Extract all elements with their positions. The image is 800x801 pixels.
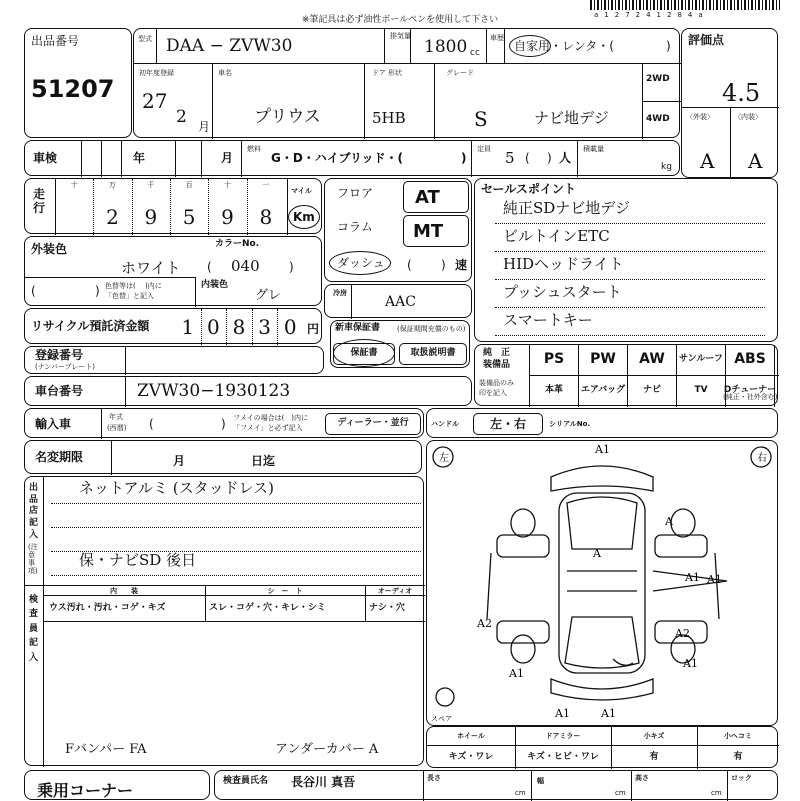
color-name: ホワイト [121,259,181,277]
chassis-number: ZVW30−1930123 [137,381,291,401]
score-box [681,28,778,178]
shift-box: フロア コラム ダッシュ AT MT ( ) 速 [324,178,472,282]
damage-mark: A1 [683,657,698,670]
equipment-item: ナビ [642,385,661,396]
load-label: 積載量 [583,145,604,153]
recycle-digit: 1 [181,315,195,339]
interior-score-label: 〈内装〉 [734,113,762,121]
inspector-name: 長谷川 真吾 [291,775,356,789]
inspection-label: 車検 [33,151,58,165]
car-diagram [427,441,779,727]
damage-diagram-box [426,440,778,726]
wheel-options: キズ・ワレ [448,752,494,762]
fuel-options: G・D・ハイブリッド・( [271,151,403,165]
equipment-item: エアバッグ [580,385,626,396]
doors-value: 5HB [372,109,406,127]
drive-4wd: 4WD [646,114,670,124]
audio-options: ナシ・穴 [369,603,405,613]
mirror-options: キズ・ヒビ・ワレ [527,752,599,762]
damage-mark: A [665,515,673,528]
odometer-digit-head: 一 [262,181,270,189]
mileage-box: 走行 十 万 2 千 9 百 5 十 9 一 8 マイル Km [24,178,322,234]
sales-point: プッシュスタート [503,283,622,301]
equipment-item: サンルーフ [679,354,723,365]
equipment-item: ABS [734,351,766,368]
interior-options: ウス汚れ・汚れ・コゲ・キズ [49,603,166,613]
corner-label: 乗用コーナー [37,781,134,800]
odometer-digit-head: 百 [185,181,193,189]
diagram-right: 右 [757,453,767,464]
small-scratch-present: 有 [649,752,659,762]
import-box: 輸入車 年式 (西暦) ( ) フメイの場合は( )内に 「フメイ」と必ず記入 ディーラー・並行 [24,408,424,438]
recycle-digits [175,309,303,345]
equipment-item: 本革 [544,385,563,396]
damage-mark: A1 [555,707,570,720]
equipment-item: PS [543,351,565,368]
damage-marks [476,443,722,720]
check-label: 検査員記入 [29,595,39,663]
history-options: 自家用・レンタ・( [514,39,614,53]
ac-value: AAC [385,294,416,310]
history-circle [509,35,551,57]
notes-label: 出品店記入 [29,483,39,540]
first-reg-year: 27 [142,89,168,113]
damage-mark: A1 [707,573,722,586]
handle-side: 左・右 [473,413,543,435]
recycle-digit: 3 [258,315,271,339]
ac-label: 冷房 [333,289,347,297]
exterior-score-label: 〈外装〉 [686,113,714,121]
inspector-row: 検査員氏名 長谷川 真吾 長さ cm 幅 cm 高さ cm ロック [214,770,778,800]
type-label: 型式 [138,35,152,43]
damage-mark: A1 [601,707,616,720]
sales-point: ビルトインETC [503,227,610,245]
km-unit: Km [293,210,315,224]
memo-front-bumper: Fバンパー FA [65,742,147,757]
type-value: DAA − ZVW30 [166,36,293,56]
equipment-item: PW [590,351,616,368]
equipment-box: 純 正 装備品 装備品のみ 印を記入 PS PW AW サンルーフ ABS 本革 エアバッグ ナビ TV Dチューナー (純正・社外含む) [474,344,778,406]
odometer-digit: 8 [259,205,273,229]
recycle-label: リサイクル預託済金額 [31,319,150,333]
vehicle-info-box: 型式 DAA − ZVW30 排気量 1800 cc 車歴 自家用・レンタ・( ) 初年度登録 27 2 月 車名 プリウス ドア 形状 5HB グレード S ナビ地デジ 2WD 4WD [133,28,680,138]
barcode-number: a127241284a [594,11,709,19]
warranty-label: 新車保証書 [335,323,381,333]
sales-point: HIDヘッドライト [503,255,624,273]
barcode [590,0,780,10]
odometer-digit-head: 十 [223,181,231,189]
registration-label: 登録番号 [35,348,84,362]
color-label: 外装色 [31,242,68,256]
shift-dash: ダッシュ [337,256,385,270]
car-name-value: プリウス [254,107,321,127]
shift-floor: フロア [337,186,374,200]
odometer-digit: 9 [221,205,234,229]
odometer-digit: 9 [144,205,158,229]
name-change-box: 名変期限 月 日迄 [24,440,422,474]
equipment-subnote: (純正・社外含む) [723,393,778,401]
notes-check-box: 出品店記入 (注意事項) ネットアルミ (スタッドレス) 保・ナビSD 後日 検査員記入 内 装 シ ー ト オーディオ ウス汚れ・汚れ・コゲ・キズ スレ・コゲ・穴・キレ・シミ ナシ・穴 Fバンパー FA アンダーカバー A [24,476,424,766]
dealer-parallel: ディーラー・並行 [325,413,421,435]
transmission-at: AT [415,187,440,208]
warranty-doc: 保証書 [333,343,395,365]
interior-color: グレ [255,288,282,303]
odometer-digit-head: 十 [70,181,78,189]
drive-2wd: 2WD [646,74,670,84]
grade-label: グレード [446,69,474,77]
odometer [55,179,285,235]
mileage-label: 走行 [33,187,46,216]
sales-points-box [474,178,778,342]
seat-options: スレ・コゲ・穴・キレ・シミ [209,603,326,613]
grade-value: S [474,107,488,131]
note-line: 保・ナビSD 後日 [79,551,197,569]
registration-box: 登録番号 (ナンバープレート) [24,346,324,374]
transmission-mt: MT [413,221,444,242]
color-box: 外装色 カラーNo. ホワイト 040 ( ) ( ) 色替等は( )内に 「色替」と記入 内装色 グレ [24,236,322,306]
import-label: 輸入車 [35,417,72,431]
small-dent-present: 有 [733,752,743,762]
memo-under-cover: アンダーカバー A [275,742,379,757]
sales-point: 純正SDナビ地デジ [503,199,631,217]
note-line: ネットアルミ (スタッドレス) [79,479,274,497]
damage-mark: A [593,547,601,560]
odometer-digit: 2 [106,205,119,229]
displacement-unit: cc [470,48,480,58]
warranty-box: 新車保証書 (保証期間充償のもの) 保証書 取扱説明書 [330,320,470,368]
recycle-digit: 0 [283,315,297,339]
odometer-digit-head: 千 [147,181,155,189]
name-change-label: 名変期限 [35,450,84,464]
sales-points-label: セールスポイント [481,182,576,196]
lot-number-box [24,28,132,138]
capacity-label: 定員 [477,145,491,153]
exterior-score: A [700,149,715,173]
car-name-label: 車名 [218,69,232,77]
diagram-spare: スペア [431,715,452,723]
recycle-digit: 0 [207,315,220,339]
interior-color-label: 内装色 [201,280,229,290]
odometer-digit-head: 万 [108,181,116,189]
color-no-label: カラーNo. [215,239,260,249]
history-label: 車歴 [490,34,504,42]
displacement-value: 1800 [424,37,468,57]
damage-mark: A2 [675,627,690,640]
equipment-item: AW [639,351,665,368]
interior-score: A [748,149,763,173]
grade-extra: ナビ地デジ [534,109,609,127]
recycle-box: リサイクル預託済金額 1 0 8 3 0 円 [24,308,322,344]
overall-score: 4.5 [722,79,761,107]
lot-number: 51207 [31,75,115,103]
chassis-box [24,376,472,406]
wheel-mirror-box: ホイール ドアミラー 小キズ 小ヘコミ キズ・ワレ キズ・ヒビ・ワレ 有 有 [426,726,778,768]
equipment-item: Dチューナー [723,385,777,396]
inspection-row: 車検 年 月 燃料 G・D・ハイブリッド・( ) 定員 5 ( ) 人 積載量 kg [24,140,680,176]
manual-doc: 取扱説明書 [399,343,467,365]
first-reg-label: 初年度登録 [139,69,174,77]
ac-box [324,284,472,318]
displacement-label: 排気量 [390,32,411,40]
diagram-left: 左 [439,453,449,464]
damage-mark: A1 [685,571,700,584]
first-reg-month-value: 2 [176,107,187,127]
damage-mark: A2 [477,617,492,630]
equipment-item: TV [694,385,708,396]
fuel-label: 燃料 [247,145,261,153]
chassis-label: 車台番号 [35,384,84,398]
shift-column: コラム [337,220,373,234]
color-no: 040 [231,257,260,275]
damage-mark: A1 [509,667,524,680]
score-label: 評価点 [688,33,725,47]
writing-notice: ※筆記具は必ず油性ボールペンを使用して下さい [301,15,499,25]
doors-label: ドア 形状 [372,69,403,77]
damage-mark: A1 [595,443,610,456]
corner-box [24,770,210,800]
lot-number-label: 出品番号 [31,34,80,48]
capacity-value: 5 [505,149,515,167]
sales-point: スマートキー [503,311,593,329]
handle-box: ハンドル 左・右 シリアルNo. [426,408,778,438]
odometer-digit: 5 [182,205,196,229]
recycle-digit: 8 [232,315,246,339]
